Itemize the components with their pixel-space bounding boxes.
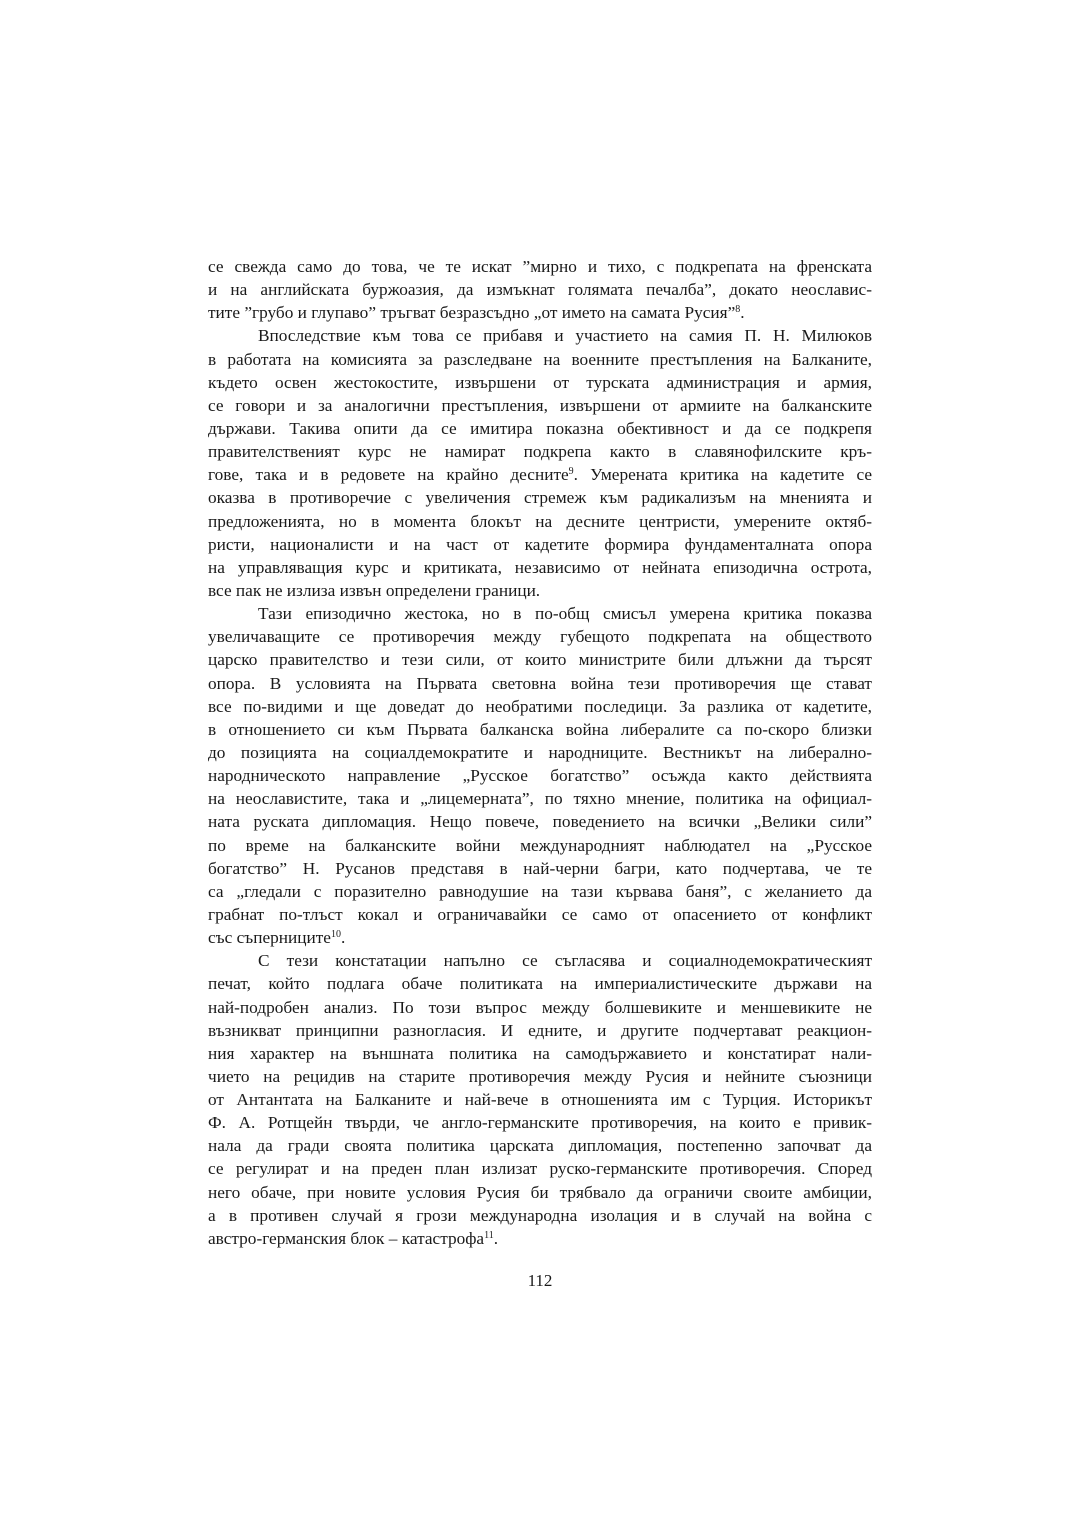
line-text: са „гледали с поразително равнодушие на тази кървава баня”, с желанието да — [208, 881, 872, 901]
text-line — [208, 486, 872, 509]
line-text: се регулират и на преден план излизат руско-германските противоречия. Според — [208, 1159, 872, 1179]
text-line — [208, 301, 872, 324]
line-text: се свежда само до това, че те искат ”мирно и тихо, с подкрепата на френската — [208, 257, 872, 276]
text-line — [208, 278, 872, 301]
line-text: в отношението си към Първата балканска война либералите са по-скоро близки — [208, 719, 872, 739]
body-text — [208, 255, 872, 1250]
line-text-continued: . — [493, 1228, 499, 1248]
footnote-marker: 11 — [484, 1229, 494, 1241]
text-line — [208, 926, 872, 949]
page-number: 112 — [527, 1271, 553, 1290]
text-line — [208, 648, 872, 671]
text-line — [208, 440, 872, 463]
text-line — [208, 1088, 872, 1111]
line-text: а в противен случай я грози международна изолация и в случай на война с — [208, 1205, 872, 1225]
text-line — [208, 625, 872, 648]
footnote-marker: 10 — [330, 929, 341, 941]
text-line — [208, 602, 872, 625]
text-line — [208, 741, 872, 764]
text-line — [208, 556, 872, 579]
text-line — [208, 1134, 872, 1157]
line-text: най-подробен анализ. По този въпрос между болшевиките и меншевиките не — [208, 997, 872, 1017]
text-line — [208, 1065, 872, 1088]
line-text: Впоследствие към това се прибавя и участието на самия П. Н. Милюков — [258, 326, 872, 346]
text-line — [208, 1019, 872, 1042]
text-line — [208, 533, 872, 556]
text-line — [208, 1227, 872, 1250]
line-text: гове, така и в редовете на крайно десните — [208, 465, 569, 485]
line-text: опора. В условията на Първата световна война тези противоречия ще стават — [208, 673, 872, 693]
line-text: все по-видими и ще доведат до необратими последици. За разлика от кадетите, — [208, 696, 872, 716]
line-text: правителственият курс не намират подкрепа както в славянофилските кръ- — [208, 442, 872, 462]
line-text: оказва в противоречие с увеличения стремеж към радикализъм на мненията и — [208, 488, 872, 508]
line-text: ната руската дипломация. Нещо повече, поведението на всички „Велики сили” — [208, 812, 872, 832]
line-text-continued: . — [740, 303, 745, 323]
text-line — [208, 1181, 872, 1204]
line-text: и на английската буржоазия, да измъкнат голямата печалба”, докато неославис- — [208, 280, 872, 300]
text-line — [208, 324, 872, 347]
text-line — [208, 834, 872, 857]
text-line — [208, 903, 872, 926]
text-line — [208, 718, 872, 741]
line-text: в работата на комисията за разследване на военните престъпления на Балканите, — [208, 349, 872, 369]
line-text: където освен жестокостите, извършени от турската администрация и армия, — [208, 372, 872, 392]
text-line — [208, 996, 872, 1019]
footnote-marker: 8 — [735, 304, 741, 316]
line-text: С тези констатации напълно се съгласява и социалнодемократическият — [258, 951, 872, 971]
text-line — [208, 1042, 872, 1065]
line-text-continued: . — [340, 928, 346, 948]
line-text-continued: . Умерената критика на кадетите се — [573, 465, 873, 485]
line-text: него обаче, при новите условия Русия би трябвало да ограничи своите амбиции, — [208, 1182, 872, 1202]
text-line — [208, 510, 872, 533]
line-text: грабнат по-тлъст кокал и ограничавайки се само от опасението от конфликт — [208, 904, 872, 924]
line-text: царско правителство и тези сили, от които министрите били длъжни да търсят — [208, 650, 872, 670]
text-line — [208, 1204, 872, 1227]
line-text: от Антантата на Балканите и най-вече в отношенията им с Турция. Историкът — [208, 1090, 872, 1110]
line-text: държави. Такива опити да се имитира показна обективност и да се подкрепя — [208, 418, 872, 438]
text-line — [208, 972, 872, 995]
text-line — [208, 1111, 872, 1134]
line-text: предложенията, но в момента блокът на десните центристи, умерените октяб- — [208, 511, 872, 531]
text-line — [208, 672, 872, 695]
text-line — [208, 463, 872, 486]
text-line — [208, 810, 872, 833]
line-text: ристи, националисти и на част от кадетите формира фундаменталната опора — [208, 534, 872, 554]
line-text: се говори и за аналогични престъпления, извършени от армиите на балканските — [208, 395, 872, 415]
text-line — [208, 1157, 872, 1180]
text-line — [208, 857, 872, 880]
text-line — [208, 787, 872, 810]
text-line — [208, 394, 872, 417]
line-text: чието на рецидив на старите противоречия между Русия и нейните съюзници — [208, 1066, 872, 1086]
line-text: ния характер на външната политика на самодържавието и констатират нали- — [208, 1043, 872, 1063]
text-line — [208, 764, 872, 787]
line-text: Ф. А. Ротщейн твърди, че англо-германските противоречия, на които е привик- — [208, 1113, 872, 1133]
text-line — [208, 579, 872, 602]
text-line — [208, 255, 872, 278]
line-text: Тази епизодично жестока, но в по-общ смисъл умерена критика показва — [258, 604, 872, 624]
text-line — [208, 417, 872, 440]
text-line — [208, 949, 872, 972]
line-text: на неославистите, така и „лицемерната”, по тяхно мнение, политика на официал- — [208, 789, 872, 809]
line-text: печат, който подлага обаче политиката на империалистическите държави на — [208, 974, 872, 994]
line-text: на управляващия курс и критиката, независимо от нейната епизодична острота, — [208, 557, 872, 577]
line-text: увеличаващите се противоречия между губещото подкрепата на обществото — [208, 627, 872, 647]
line-text: народническото направление „Русское богатство” осъжда както действията — [208, 766, 872, 786]
footnote-marker: 9 — [568, 466, 574, 478]
text-line — [208, 695, 872, 718]
line-text: до позицията на социалдемократите и народниците. Вестникът на либерално- — [208, 742, 872, 762]
line-text: възникват принципни разногласия. И едните, и другите подчертават реакцион- — [208, 1020, 872, 1040]
text-line — [208, 348, 872, 371]
line-text: нала да гради своята политика царската дипломация, постепенно започват да — [208, 1136, 872, 1156]
line-text: със съперниците — [208, 928, 331, 948]
line-text: богатство” Н. Русанов представя в най-черни багри, като подчертава, че те — [208, 858, 872, 878]
line-text: все пак не излиза извън определени граници. — [208, 580, 541, 600]
text-line — [208, 371, 872, 394]
line-text: тите ”грубо и глупаво” тръгват безразсъдно „от името на самата Русия” — [208, 303, 736, 323]
text-line — [208, 880, 872, 903]
line-text: австро-германския блок – катастрофа — [208, 1228, 485, 1248]
line-text: по време на балканските войни международният наблюдател на „Русское — [208, 835, 872, 855]
